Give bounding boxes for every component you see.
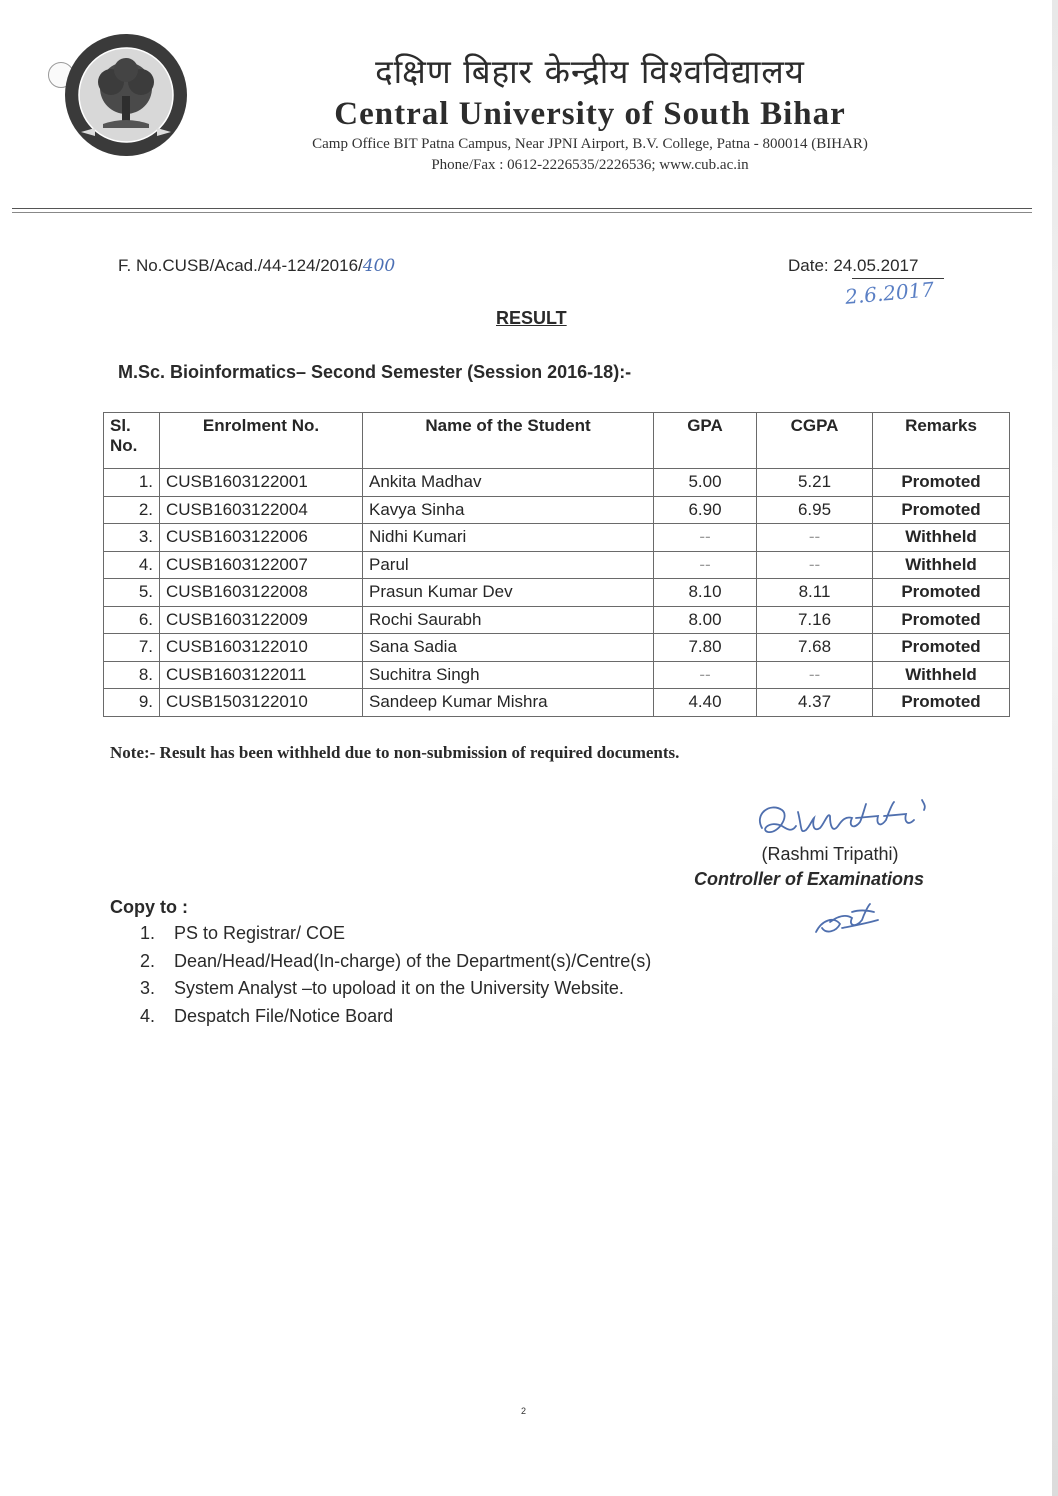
handwritten-date: 2.6.2017 [844,277,935,309]
list-item [140,1003,651,1031]
table-row [104,551,1010,579]
course-heading: M.Sc. Bioinformatics– Second Semester (Session 2016-18):- [118,362,632,382]
cell-student-name: Rochi Saurabh [363,606,654,634]
cell-sl: 8. [104,661,160,689]
cell-remarks: Promoted [873,469,1010,497]
initials-icon [812,898,882,940]
cell-sl: 4. [104,551,160,579]
page-edge [1052,0,1058,1496]
cell-student-name: Ankita Madhav [363,469,654,497]
address-line: Camp Office BIT Patna Campus, Near JPNI Airport, B.V. College, Patna - 800014 (BIHAR) [312,136,868,152]
cell-cgpa: -- [757,524,873,552]
list-item-text: System Analyst –to upoload it on the University Website. [174,978,624,998]
cell-enrolment: CUSB1603122001 [160,469,363,497]
cell-student-name: Sandeep Kumar Mishra [363,689,654,717]
list-item-text: Dean/Head/Head(In-charge) of the Department(s)/Centre(s) [174,950,652,971]
cell-cgpa: 7.16 [757,606,873,634]
cell-remarks: Withheld [873,551,1010,579]
header-remarks: Remarks [873,413,1010,469]
university-name-hindi: दक्षिण बिहार केन्द्रीय विश्वविद्यालय [375,52,805,91]
table-row [104,689,1010,717]
cell-cgpa: 8.11 [757,579,873,607]
cell-enrolment: CUSB1603122011 [160,661,363,689]
signatory-name: (Rashmi Tripathi) [761,844,899,864]
table-row [104,661,1010,689]
header-cgpa: CGPA [757,413,873,469]
list-item-number: 2. [140,950,156,971]
header-sl-line2: No. [110,436,138,455]
cell-sl: 2. [104,496,160,524]
cell-sl: 5. [104,579,160,607]
cell-enrolment: CUSB1603122010 [160,634,363,662]
table-row [104,524,1010,552]
header-student-name: Name of the Student [363,413,654,469]
cell-student-name: Kavya Sinha [363,496,654,524]
cell-gpa: 7.80 [654,634,757,662]
result-table [103,412,1010,717]
table-row [104,469,1010,497]
list-item [140,948,651,976]
cell-student-name: Suchitra Singh [363,661,654,689]
cell-gpa: -- [654,524,757,552]
copy-to-list [140,920,651,1030]
table-header-row [104,413,1010,469]
cell-gpa: 6.90 [654,496,757,524]
table-row [104,634,1010,662]
header-gpa: GPA [654,413,757,469]
university-emblem-icon [63,32,189,158]
withheld-note: Note:- Result has been withheld due to non-submission of required documents. [110,743,680,762]
list-item-number: 4. [140,1005,156,1026]
file-number-printed: F. No.CUSB/Acad./44-124/2016/ [118,256,363,275]
cell-cgpa: -- [757,661,873,689]
letterhead [200,50,980,176]
signatory-title: Controller of Examinations [694,869,925,889]
cell-student-name: Sana Sadia [363,634,654,662]
cell-cgpa: 5.21 [757,469,873,497]
cell-remarks: Withheld [873,661,1010,689]
list-item-text: Despatch File/Notice Board [174,1005,394,1026]
cell-sl: 9. [104,689,160,717]
cell-remarks: Promoted [873,496,1010,524]
result-heading: RESULT [496,308,567,328]
issue-date: Date: 24.05.2017 [788,256,919,275]
table-row [104,496,1010,524]
cell-enrolment: CUSB1603122009 [160,606,363,634]
cell-remarks: Withheld [873,524,1010,552]
cell-remarks: Promoted [873,606,1010,634]
cell-gpa: -- [654,661,757,689]
file-number [118,256,395,276]
cell-sl: 6. [104,606,160,634]
signature-icon [748,790,948,850]
copy-to-title: Copy to : [110,897,188,917]
cell-remarks: Promoted [873,634,1010,662]
cell-cgpa: 4.37 [757,689,873,717]
header-enrolment: Enrolment No. [160,413,363,469]
cell-cgpa: -- [757,551,873,579]
cell-gpa: 4.40 [654,689,757,717]
cell-sl: 1. [104,469,160,497]
list-item-text: PS to Registrar/ COE [174,923,346,943]
list-item [140,975,651,1003]
cell-enrolment: CUSB1603122007 [160,551,363,579]
cell-student-name: Prasun Kumar Dev [363,579,654,607]
header-sl-line1: Sl. [110,416,131,435]
cell-remarks: Promoted [873,689,1010,717]
cell-gpa: 8.00 [654,606,757,634]
cell-remarks: Promoted [873,579,1010,607]
table-row [104,606,1010,634]
file-number-handwritten: 400 [362,256,396,276]
list-item-number: 1. [140,923,156,943]
cell-sl: 7. [104,634,160,662]
university-name-english: Central University of South Bihar [334,96,846,132]
cell-student-name: Parul [363,551,654,579]
cell-sl: 3. [104,524,160,552]
cell-cgpa: 6.95 [757,496,873,524]
cell-cgpa: 7.68 [757,634,873,662]
header-divider [12,208,1032,209]
cell-gpa: -- [654,551,757,579]
page-number: 2 [521,1406,527,1416]
cell-enrolment: CUSB1603122004 [160,496,363,524]
header-divider-thin [12,212,1032,213]
cell-enrolment: CUSB1603122008 [160,579,363,607]
list-item [140,920,651,948]
cell-student-name: Nidhi Kumari [363,524,654,552]
table-row [104,579,1010,607]
cell-enrolment: CUSB1603122006 [160,524,363,552]
list-item-number: 3. [140,978,156,998]
header-sl-no [104,413,160,469]
contact-line: Phone/Fax : 0612-2226535/2226536; www.cub.ac.in [431,157,749,173]
cell-enrolment: CUSB1503122010 [160,689,363,717]
cell-gpa: 5.00 [654,469,757,497]
cell-gpa: 8.10 [654,579,757,607]
